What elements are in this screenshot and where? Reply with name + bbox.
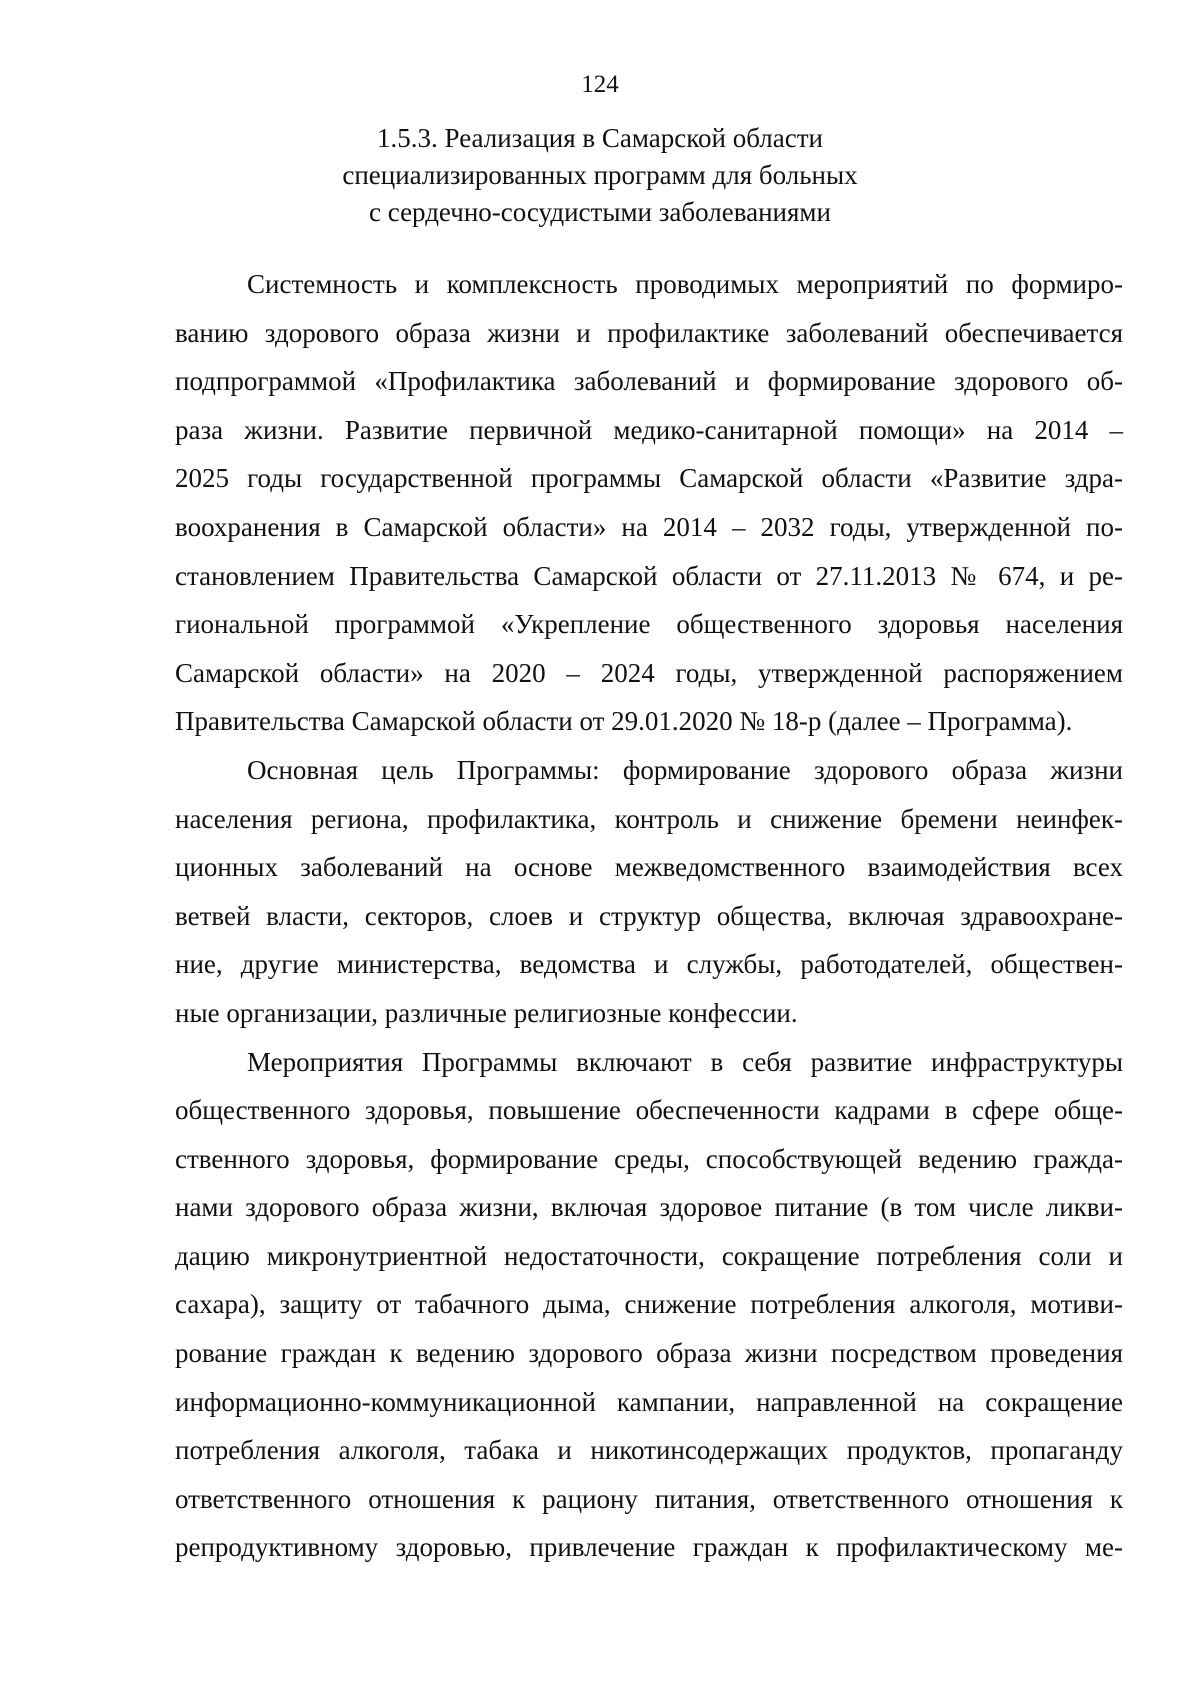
text-line: Правительства Самарской области от 29.01.2020 № 18-р (далее – Программа). xyxy=(175,706,1073,737)
text-line: информационно-коммуникационной кампании, направленной на сокращение xyxy=(175,1386,1123,1417)
text-line: ные организации, различные религиозные конфессии. xyxy=(175,997,798,1028)
body-text xyxy=(175,260,1123,1572)
text-line: ответственного отношения к рациону питания, ответственного отношения к xyxy=(175,1483,1123,1514)
section-heading-line: 1.5.3. Реализация в Самарской области xyxy=(377,123,823,153)
text-line: ционных заболеваний на основе межведомственного взаимодействия всех xyxy=(175,852,1123,883)
paragraph xyxy=(175,746,1123,1038)
paragraph xyxy=(175,260,1123,746)
text-line: Самарской области» на 2020 – 2024 годы, утвержденной распоряжением xyxy=(175,657,1123,688)
text-line: ванию здорового образа жизни и профилактике заболеваний обеспечивается xyxy=(175,317,1123,348)
text-line: ние, другие министерства, ведомства и службы, работодателей, обществен- xyxy=(175,949,1123,980)
text-line: Системность и комплексность проводимых мероприятий по формиро- xyxy=(247,269,1123,299)
section-heading-line: специализированных программ для больных xyxy=(342,160,858,190)
text-line: Основная цель Программы: формирование здорового образа жизни xyxy=(247,754,1123,785)
text-line: ветвей власти, секторов, слоев и структур общества, включая здравоохране- xyxy=(175,900,1123,931)
paragraph xyxy=(175,1038,1123,1573)
text-line: репродуктивному здоровью, привлечение граждан к профилактическому ме- xyxy=(175,1532,1123,1563)
text-line: гиональной программой «Укрепление общественного здоровья населения xyxy=(175,609,1123,640)
text-line: раза жизни. Развитие первичной медико-санитарной помощи» на 2014 – xyxy=(175,414,1123,445)
text-line: ственного здоровья, формирование среды, способствующей ведению гражда- xyxy=(175,1143,1123,1174)
text-line: нами здорового образа жизни, включая здоровое питание (в том числе ликви- xyxy=(175,1192,1123,1223)
section-heading xyxy=(0,120,1200,231)
text-line: общественного здоровья, повышение обеспеченности кадрами в сфере обще- xyxy=(175,1095,1123,1126)
text-line: сахара), защиту от табачного дыма, снижение потребления алкоголя, мотиви- xyxy=(175,1289,1123,1320)
text-line: потребления алкоголя, табака и никотинсодержащих продуктов, пропаганду xyxy=(175,1435,1123,1466)
text-line: населения региона, профилактика, контроль и снижение бремени неинфек- xyxy=(175,803,1123,834)
text-line: подпрограммой «Профилактика заболеваний и формирование здорового об- xyxy=(175,366,1123,397)
text-line: дацию микронутриентной недостаточности, сокращение потребления соли и xyxy=(175,1240,1123,1271)
page-number: 124 xyxy=(581,71,619,98)
text-line: рование граждан к ведению здорового образа жизни посредством проведения xyxy=(175,1338,1123,1369)
text-line: воохранения в Самарской области» на 2014 – 2032 годы, утвержденной по- xyxy=(175,511,1123,542)
text-line: становлением Правительства Самарской области от 27.11.2013 № 674, и ре- xyxy=(175,560,1123,591)
text-line: 2025 годы государственной программы Самарской области «Развитие здра- xyxy=(175,463,1123,494)
text-line: Мероприятия Программы включают в себя развитие инфраструктуры xyxy=(247,1046,1123,1077)
section-heading-line: с сердечно-сосудистыми заболеваниями xyxy=(369,197,831,227)
